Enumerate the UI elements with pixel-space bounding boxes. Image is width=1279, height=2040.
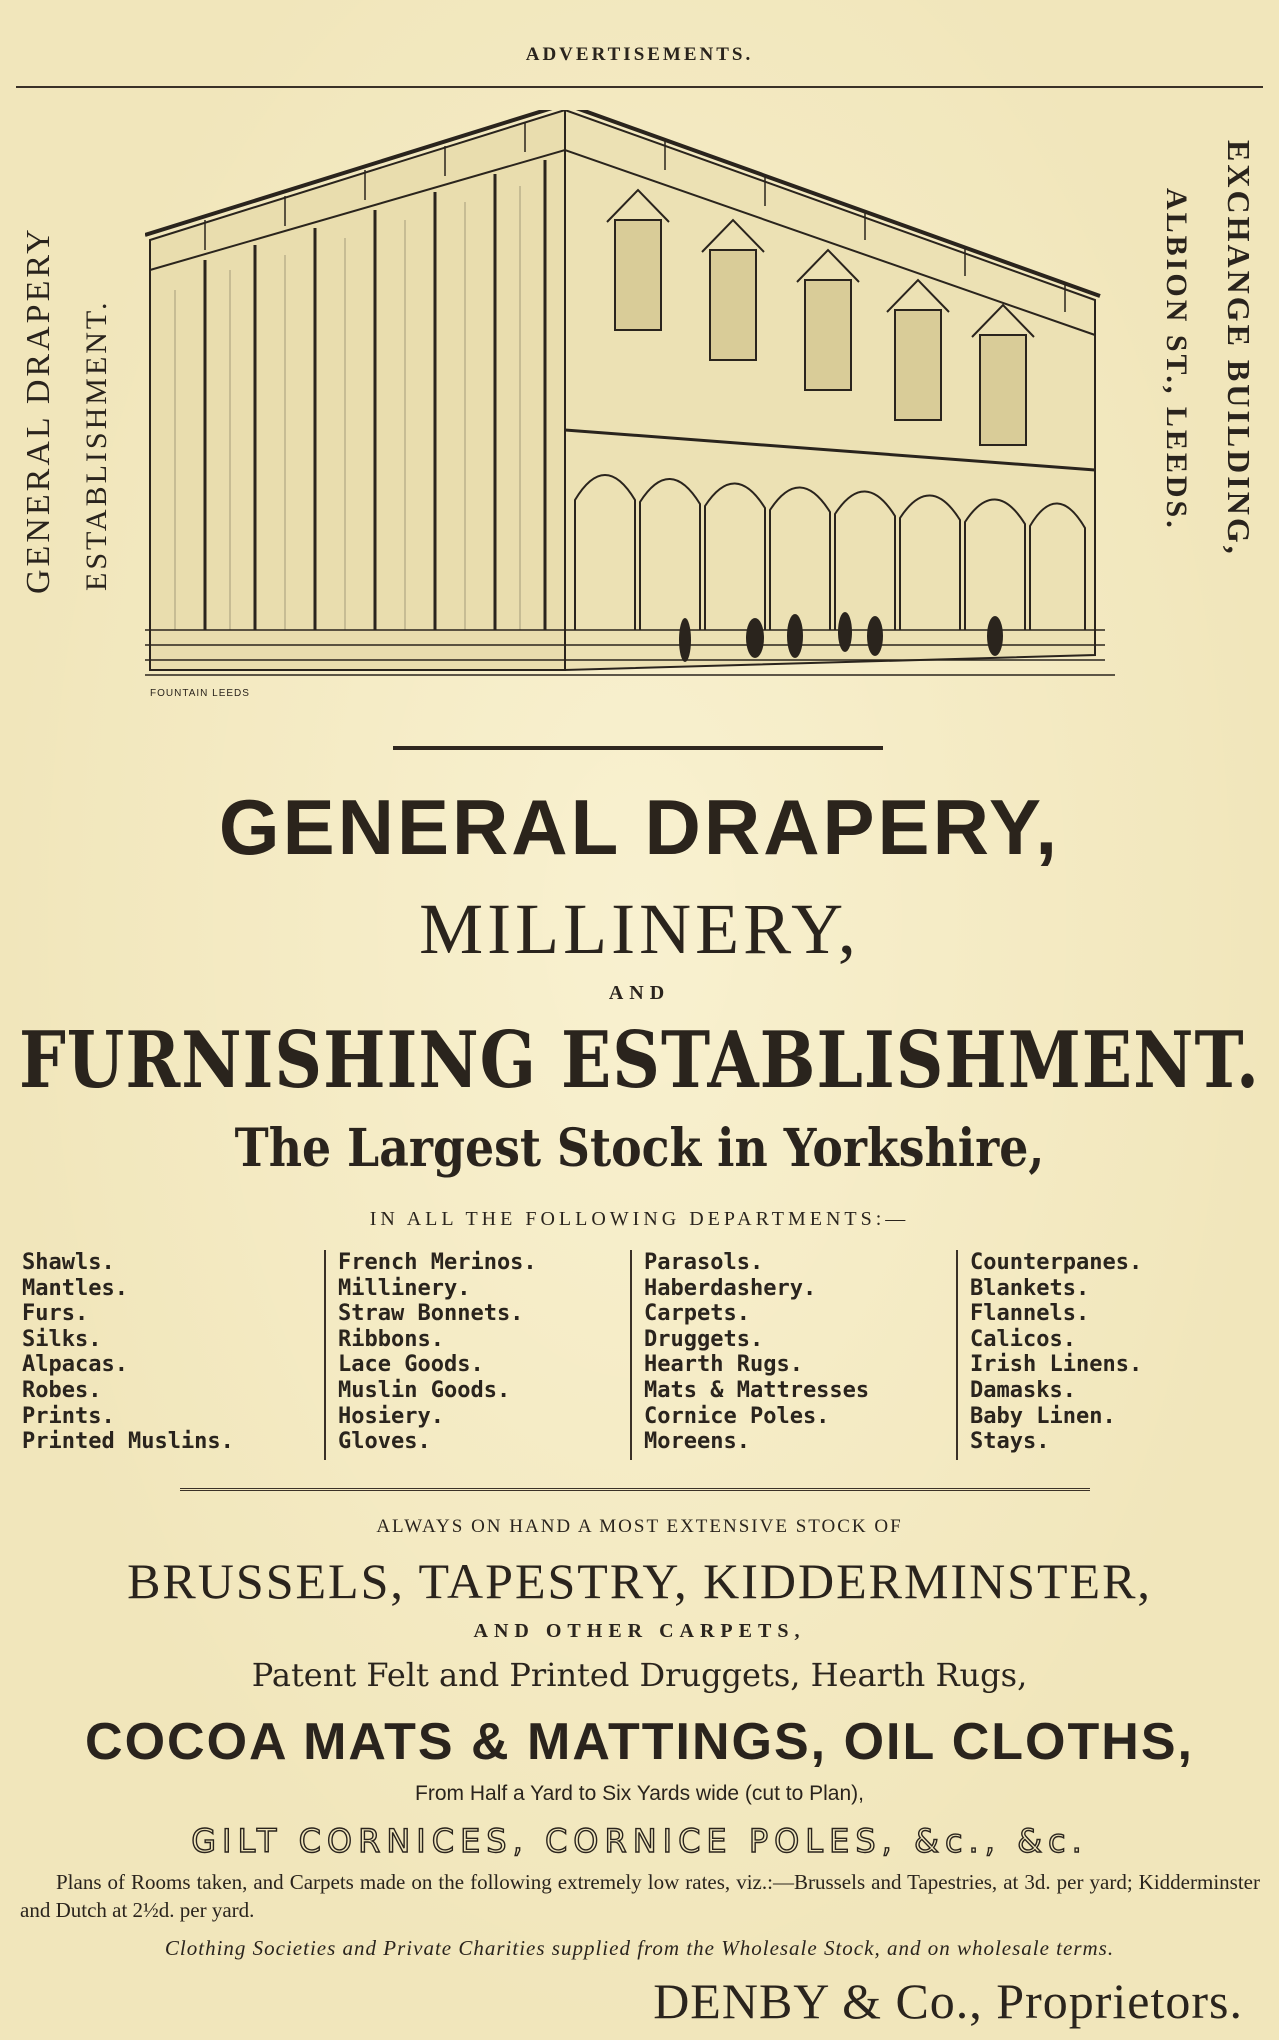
title-furnishing-establishment: FURNISHING ESTABLISHMENT.	[18, 1014, 1261, 1107]
department-item: Lace Goods.	[338, 1352, 484, 1378]
departments-column-1	[22, 1250, 234, 1460]
departments-column-3	[630, 1250, 869, 1460]
department-item: Baby Linen.	[970, 1403, 1116, 1429]
carpets-brussels: BRUSSELS, TAPESTRY, KIDDERMINSTER,	[127, 1553, 1152, 1609]
title-millinery: MILLINERY,	[419, 889, 860, 969]
carpets-other: AND OTHER CARPETS,	[473, 1620, 806, 1642]
department-item: Stays.	[970, 1429, 1050, 1455]
departments-intro: IN ALL THE FOLLOWING DEPARTMENTS:—	[369, 1208, 910, 1230]
right-side-line-2: ALBION ST., LEEDS.	[1160, 188, 1193, 531]
department-item: Gloves.	[338, 1429, 431, 1455]
department-item: Alpacas.	[22, 1352, 128, 1378]
title-largest-stock: The Largest Stock in Yorkshire,	[234, 1118, 1045, 1179]
proprietors-signature: DENBY & Co., Proprietors.	[653, 1973, 1243, 2029]
department-item: Robes.	[22, 1377, 102, 1403]
department-item: Printed Muslins.	[22, 1429, 234, 1455]
department-item: Hearth Rugs.	[644, 1352, 803, 1378]
building-engraving	[145, 110, 1135, 700]
departments-list	[22, 1250, 1262, 1460]
department-item: Flannels.	[970, 1301, 1090, 1327]
right-side-caption	[1137, 140, 1257, 680]
department-item: Silks.	[22, 1326, 102, 1352]
section-rule	[180, 1488, 1090, 1491]
carpets-patent: Patent Felt and Printed Druggets, Hearth Rugs,	[251, 1656, 1028, 1694]
department-item: Shawls.	[22, 1250, 115, 1275]
department-item: Ribbons.	[338, 1326, 444, 1352]
department-item: Counterpanes.	[970, 1250, 1143, 1275]
department-item: Haberdashery.	[644, 1275, 817, 1301]
department-item: Blankets.	[970, 1275, 1090, 1301]
left-side-line-1: GENERAL DRAPERY	[20, 226, 57, 594]
department-item: Furs.	[22, 1301, 89, 1327]
left-side-line-2: ESTABLISHMENT.	[80, 299, 113, 591]
header-rule	[16, 86, 1263, 88]
department-item: Calicos.	[970, 1326, 1076, 1352]
wholesale-note: Clothing Societies and Private Charities supplied from the Wholesale Stock, and on wholesale terms.	[164, 1936, 1115, 1960]
department-item: French Merinos.	[338, 1250, 537, 1275]
left-side-caption	[20, 140, 130, 680]
department-item: Muslin Goods.	[338, 1377, 511, 1403]
engraving-caption: FOUNTAIN LEEDS	[150, 688, 250, 699]
department-item: Millinery.	[338, 1275, 471, 1301]
carpets-intro: ALWAYS ON HAND A MOST EXTENSIVE STOCK OF	[376, 1516, 903, 1537]
department-item: Hosiery.	[338, 1403, 444, 1429]
carpets-gilt-cornices: GILT CORNICES, CORNICE POLES, &c., &c.	[191, 1822, 1088, 1860]
department-item: Mats & Mattresses	[644, 1377, 870, 1403]
title-rule	[393, 746, 883, 750]
right-side-line-1: EXCHANGE BUILDING,	[1221, 140, 1257, 557]
department-item: Cornice Poles.	[644, 1403, 830, 1429]
page-header: ADVERTISEMENTS.	[525, 44, 754, 65]
department-item: Parasols.	[644, 1250, 764, 1275]
department-item: Mantles.	[22, 1275, 128, 1301]
department-item: Druggets.	[644, 1326, 764, 1352]
department-item: Carpets.	[644, 1301, 750, 1327]
department-item: Prints.	[22, 1403, 115, 1429]
departments-column-2	[324, 1250, 537, 1460]
departments-column-4	[956, 1250, 1142, 1460]
carpets-width-note: From Half a Yard to Six Yards wide (cut to Plan),	[415, 1782, 864, 1805]
department-item: Moreens.	[644, 1429, 750, 1455]
rates-paragraph: Plans of Rooms taken, and Carpets made on the following extremely low rates, viz.:—Brussels and Tapestries, at 3d. per yard; Kidderminster and Dutch at 2½d. per yard.	[20, 1870, 1260, 1922]
department-item: Straw Bonnets.	[338, 1301, 524, 1327]
title-general-drapery: GENERAL DRAPERY,	[218, 783, 1061, 871]
carpets-cocoa-mats: COCOA MATS & MATTINGS, OIL CLOTHS,	[85, 1713, 1194, 1771]
department-item: Damasks.	[970, 1377, 1076, 1403]
department-item: Irish Linens.	[970, 1352, 1143, 1378]
title-and: AND	[608, 982, 671, 1004]
